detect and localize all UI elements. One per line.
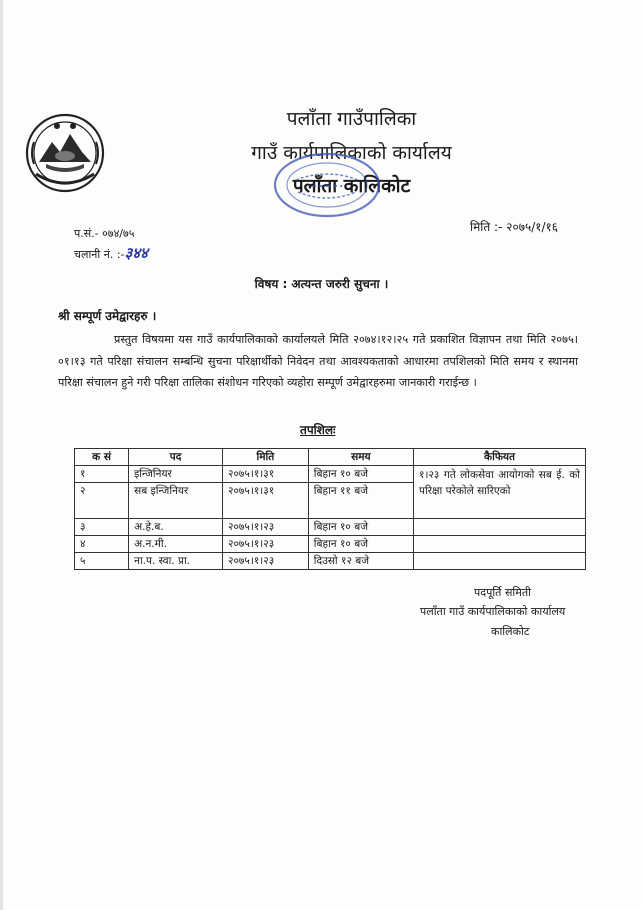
cell-serial: १ [75,466,129,483]
cell-date: २०७५।१।३१ [223,483,309,519]
subject-line: विषय : अत्यन्त जरुरी सुचना । [254,277,389,291]
cell-date: २०७५।१।३१ [223,466,309,483]
scan-edge [0,0,3,910]
signature-place: कालिकोट [491,625,530,638]
cell-time: बिहान १० बजे [308,466,413,483]
chalani-value: ३४४ [124,244,148,262]
addressee: श्री सम्पूर्ण उमेद्वारहरु । [58,309,157,323]
cell-time: दिउसो १२ बजे [308,553,413,570]
cell-date: २०७५।१।२३ [223,553,309,570]
cell-post: अ.हे.ब. [129,519,223,536]
cell-serial: ३ [75,519,129,536]
cell-serial: ५ [75,553,129,570]
table-row [75,519,586,536]
cell-time: बिहान १० बजे [308,536,413,553]
office-name-line3: पलाँता कालिकोट [292,175,411,197]
cell-post: अ.न.मी. [129,536,223,553]
office-seal-stamp-icon [268,150,386,220]
cell-post: सब इन्जिनियर [129,483,223,519]
office-name-line2: गाउँ कार्यपालिकाको कार्यालय [251,142,452,164]
cell-serial: ४ [75,536,129,553]
table-heading: तपशिलः [300,423,336,437]
table-row [75,466,586,483]
cell-date: २०७५।१।२३ [223,536,309,553]
cell-time: बिहान ११ बजे [308,483,413,519]
table-row [75,553,586,570]
signature-committee: पदपूर्ति समिती [474,586,531,599]
cell-remark [414,519,586,536]
col-date: मिति [223,449,309,466]
signature-office: पलाँता गाउँ कार्यपालिकाको कार्यालय [420,605,566,618]
chalani-number [74,243,148,263]
cell-remark-merged: १।२३ गते लोकसेवा आयोगको सब ई. को परिक्षा परेकोले सारिएको [414,466,586,519]
body-paragraph: प्रस्तुत विषयमा यस गाउँ कार्यपालिकाको कार्यालयले मिति २०७४।१२।२५ गते प्रकाशित विज्ञापन तथा मिति २०७५।०१।१३ गते परिक्षा संचालन सम्बन्धि सुचना परिक्षार्थीको निवेदन तथा आवश्यकताको आधारमा तपशिलको मिति समय र स्थानमा परिक्षा संचालन हुने गरी परिक्षा तालिका संशोधन गरिएको व्यहोरा सम्पूर्ण उमेद्वारहरुमा जानकारी गराईन्छ । [58,333,578,389]
cell-remark [414,553,586,570]
col-serial: क सं [75,449,129,466]
col-remark: कैफियत [414,449,586,466]
cell-post: ना.प. स्वा. प्रा. [129,553,223,570]
office-name-line1: पलाँता गाउँपालिका [286,108,417,130]
cell-date: २०७५।१।२३ [223,519,309,536]
cell-post: इन्जिनियर [129,466,223,483]
exam-schedule-table [74,448,586,570]
chalani-label: चलानी नं. :- [74,248,125,261]
cell-remark [414,536,586,553]
col-time: समय [308,449,413,466]
letter-date: मिति :- २०७५/१/१६ [470,220,559,234]
cell-time: बिहान १० बजे [308,519,413,536]
table-row [75,536,586,553]
table-header-row [75,449,586,466]
patra-sankhya: प.सं.- ०७४/७५ [74,227,135,240]
col-post: पद [129,449,223,466]
cell-serial: २ [75,483,129,519]
